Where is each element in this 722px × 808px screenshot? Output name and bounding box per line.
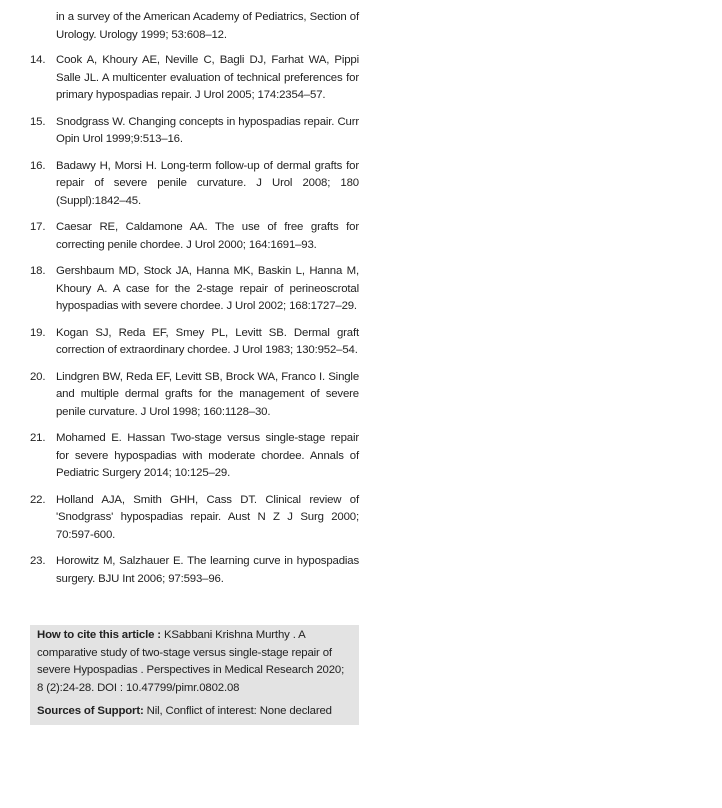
how-to-cite-label: How to cite this article :: [37, 629, 161, 641]
reference-list: [30, 9, 359, 597]
reference-number: 23.: [30, 555, 46, 567]
reference-number: 21.: [30, 432, 46, 444]
reference-number: 17.: [30, 221, 46, 233]
reference-item: [30, 492, 359, 545]
reference-text: Cook A, Khoury AE, Neville C, Bagli DJ, Farhat WA, Pippi Salle JL. A multicenter evaluation of technical preferences for primary hypospadias repair. J Urol 2005; 174:2354–57.: [56, 54, 359, 101]
reference-text: Horowitz M, Salzhauer E. The learning curve in hypospadias surgery. BJU Int 2006; 97:593–96.: [56, 555, 359, 585]
reference-text: Caesar RE, Caldamone AA. The use of free grafts for correcting penile chordee. J Urol 2000; 164:1691–93.: [56, 221, 359, 251]
reference-item: [30, 553, 359, 588]
reference-text: Holland AJA, Smith GHH, Cass DT. Clinical review of 'Snodgrass' hypospadias repair. Aust N Z J Surg 2000; 70:597-600.: [56, 493, 359, 541]
reference-text: Kogan SJ, Reda EF, Smey PL, Levitt SB. Dermal graft correction of extraordinary chordee. J Urol 1983; 130:952–54.: [56, 326, 359, 356]
reference-text: Lindgren BW, Reda EF, Levitt SB, Brock WA, Franco I. Single and multiple dermal grafts for the management of severe penile curvature. J Urol 1998; 160:1128–30.: [56, 370, 359, 418]
reference-item: [30, 369, 359, 422]
reference-number: 14.: [30, 54, 46, 66]
reference-item: [30, 325, 359, 360]
how-to-cite-text: KSabbani Krishna Murthy . A comparative study of two-stage versus single-stage repair of severe Hypospadias . Perspectives in Medical Research 2020; 8 (2):24-28. DOI : 10.47799/pimr.0802.08: [37, 629, 345, 694]
reference-number: 19.: [30, 326, 46, 339]
reference-number: [30, 9, 56, 44]
reference-number: 20.: [30, 370, 46, 383]
reference-text: in a survey of the American Academy of Pediatrics, Section of Urology. Urology 1999; 53:608–12.: [56, 11, 359, 41]
reference-text: Snodgrass W. Changing concepts in hypospadias repair. Curr Opin Urol 1999;9:513–16.: [56, 115, 359, 145]
reference-text: Badawy H, Morsi H. Long-term follow-up of dermal grafts for repair of severe penile curvature. J Urol 2008; 180 (Suppl):1842–45.: [56, 159, 359, 207]
citation-box: [30, 625, 359, 725]
sources-of-support-text: Nil, Conflict of interest: None declared: [143, 705, 332, 717]
reference-number: 18.: [30, 265, 46, 277]
reference-item: [30, 158, 359, 211]
sources-of-support: [37, 703, 353, 721]
reference-item: [30, 263, 359, 316]
reference-item: [30, 9, 359, 44]
reference-text: Mohamed E. Hassan Two-stage versus single-stage repair for severe hypospadias with moderate chordee. Annals of Pediatric Surgery 2014; 10:125–29.: [56, 432, 359, 479]
sources-of-support-label: Sources of Support:: [37, 705, 144, 717]
reference-item: [30, 219, 359, 254]
reference-item: [30, 430, 359, 483]
reference-number: 15.: [30, 115, 46, 128]
reference-item: [30, 52, 359, 105]
reference-number: 16.: [30, 159, 46, 172]
reference-text: Gershbaum MD, Stock JA, Hanna MK, Baskin L, Hanna M, Khoury A. A case for the 2-stage repair of perineoscrotal hypospadias with severe chordee. J Urol 2002; 168:1727–29.: [56, 265, 359, 312]
reference-item: [30, 114, 359, 149]
reference-number: 22.: [30, 493, 46, 506]
how-to-cite: [37, 627, 353, 697]
